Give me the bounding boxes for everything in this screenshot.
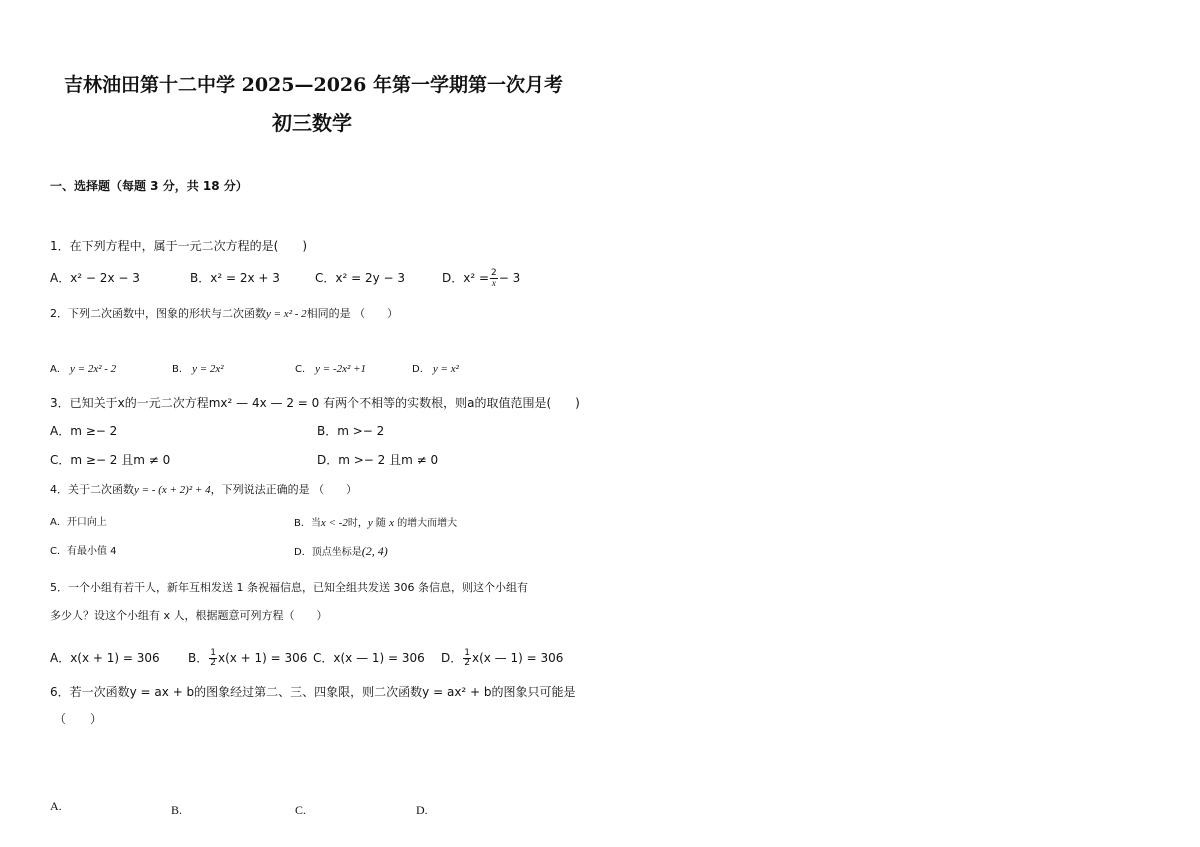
fraction bbox=[463, 649, 471, 668]
question-5-option-b bbox=[188, 646, 307, 670]
question-2-stem-formula: y = x² - 2 bbox=[266, 308, 307, 320]
option-text: D．顶点坐标是 bbox=[294, 547, 362, 558]
fraction-denominator: x bbox=[491, 277, 496, 288]
option-text: 随 bbox=[375, 518, 386, 529]
option-text: 的增大而增大 bbox=[397, 518, 458, 529]
question-1-option-c: C．x² = 2y − 3 bbox=[315, 271, 406, 285]
option-label: A． bbox=[50, 364, 67, 375]
option-formula: (2, 4) bbox=[361, 544, 388, 558]
option-formula: x(x + 1) = 306 bbox=[217, 651, 308, 665]
question-1-stem: 1．在下列方程中，属于一元二次方程的是( ) bbox=[50, 239, 307, 253]
fraction bbox=[490, 269, 498, 288]
option-formula: y bbox=[367, 517, 373, 529]
option-formula: y = -2x² +1 bbox=[315, 363, 366, 375]
question-4-option-d bbox=[294, 545, 388, 558]
question-1-option-d bbox=[442, 266, 520, 290]
question-3-option-b: B．m >− 2 bbox=[317, 424, 385, 438]
question-5-option-d bbox=[441, 646, 563, 670]
exam-title: 吉林油田第十二中学 2025—2026 年第一学期第一次月考 bbox=[64, 74, 563, 96]
question-4-stem-text: 4．关于二次函数 bbox=[50, 483, 134, 496]
question-2-option-a bbox=[50, 364, 116, 375]
option-label: D． bbox=[441, 651, 463, 665]
question-6-option-c: C. bbox=[295, 803, 307, 817]
option-formula: x bbox=[389, 517, 394, 529]
question-4-option-b bbox=[294, 518, 457, 529]
question-5-stem-line-1: 5．一个小组有若干人，新年互相发送 1 条祝福信息，已知全组共发送 306 条信息，则这个小组有 bbox=[50, 581, 528, 594]
question-2-option-b bbox=[172, 364, 224, 375]
question-1-option-d-suffix: − 3 bbox=[498, 271, 521, 285]
fraction-numerator: 2 bbox=[491, 267, 497, 278]
option-label: B． bbox=[172, 364, 189, 375]
question-5-stem-line-2: 多少人？设这个小组有 x 人，根据题意可列方程（ ） bbox=[50, 609, 328, 622]
option-label: B． bbox=[188, 651, 209, 665]
section-heading: 一、选择题（每题 3 分，共 18 分） bbox=[50, 179, 248, 193]
question-3-option-d: D．m >− 2 且m ≠ 0 bbox=[317, 453, 439, 467]
question-3-option-a: A．m ≥− 2 bbox=[50, 424, 118, 438]
question-5-option-c: C．x(x — 1) = 306 bbox=[313, 651, 425, 665]
option-text: B．当 bbox=[294, 518, 321, 529]
question-2-stem-tail: 相同的是 （ ） bbox=[306, 307, 399, 320]
fraction-denominator: 2 bbox=[464, 657, 470, 668]
question-4-stem-tail: ，下列说法正确的是 （ ） bbox=[210, 483, 358, 496]
question-5-option-a: A．x(x + 1) = 306 bbox=[50, 651, 160, 665]
question-6-stem-line-1: 6．若一次函数y = ax + b的图象经过第二、三、四象限，则二次函数y = ax² + b的图象只可能是 bbox=[50, 685, 576, 699]
option-text: 时， bbox=[347, 518, 368, 529]
fraction-numerator: 1 bbox=[210, 647, 216, 658]
question-6-option-d: D. bbox=[416, 803, 428, 817]
question-4-stem-formula: y = - (x + 2)² + 4 bbox=[134, 484, 211, 496]
question-4-option-c: C．有最小值 4 bbox=[50, 546, 117, 557]
question-2-stem bbox=[50, 308, 398, 320]
question-1-option-a: A．x² − 2x − 3 bbox=[50, 271, 140, 285]
option-formula: y = 2x² - 2 bbox=[70, 363, 117, 375]
option-formula: x(x — 1) = 306 bbox=[471, 651, 564, 665]
fraction bbox=[209, 649, 217, 668]
question-3-option-c: C．m ≥− 2 且m ≠ 0 bbox=[50, 453, 171, 467]
exam-subtitle: 初三数学 bbox=[272, 111, 352, 135]
fraction-denominator: 2 bbox=[210, 657, 216, 668]
question-3-stem: 3．已知关于x的一元二次方程mx² — 4x — 2 = 0 有两个不相等的实数根，则a的取值范围是( ) bbox=[50, 396, 580, 410]
question-1-option-b: B．x² = 2x + 3 bbox=[190, 271, 280, 285]
question-1-option-d-prefix: D．x² = bbox=[442, 271, 490, 285]
option-formula: x < -2 bbox=[320, 517, 348, 529]
option-label: D． bbox=[412, 364, 430, 375]
question-2-stem-text: 2．下列二次函数中，图象的形状与二次函数 bbox=[50, 307, 266, 320]
fraction-numerator: 1 bbox=[464, 647, 470, 658]
question-2-option-d bbox=[412, 364, 459, 375]
question-6-stem-line-2: （ ） bbox=[54, 712, 103, 726]
option-formula: y = 2x² bbox=[192, 363, 224, 375]
question-4-option-a: A．开口向上 bbox=[50, 517, 107, 528]
question-2-option-c bbox=[295, 364, 366, 375]
option-label: C． bbox=[295, 364, 312, 375]
question-6-option-a: A. bbox=[50, 799, 62, 813]
question-6-option-b: B. bbox=[171, 803, 183, 817]
question-4-stem bbox=[50, 484, 357, 496]
option-formula: y = x² bbox=[432, 363, 459, 375]
